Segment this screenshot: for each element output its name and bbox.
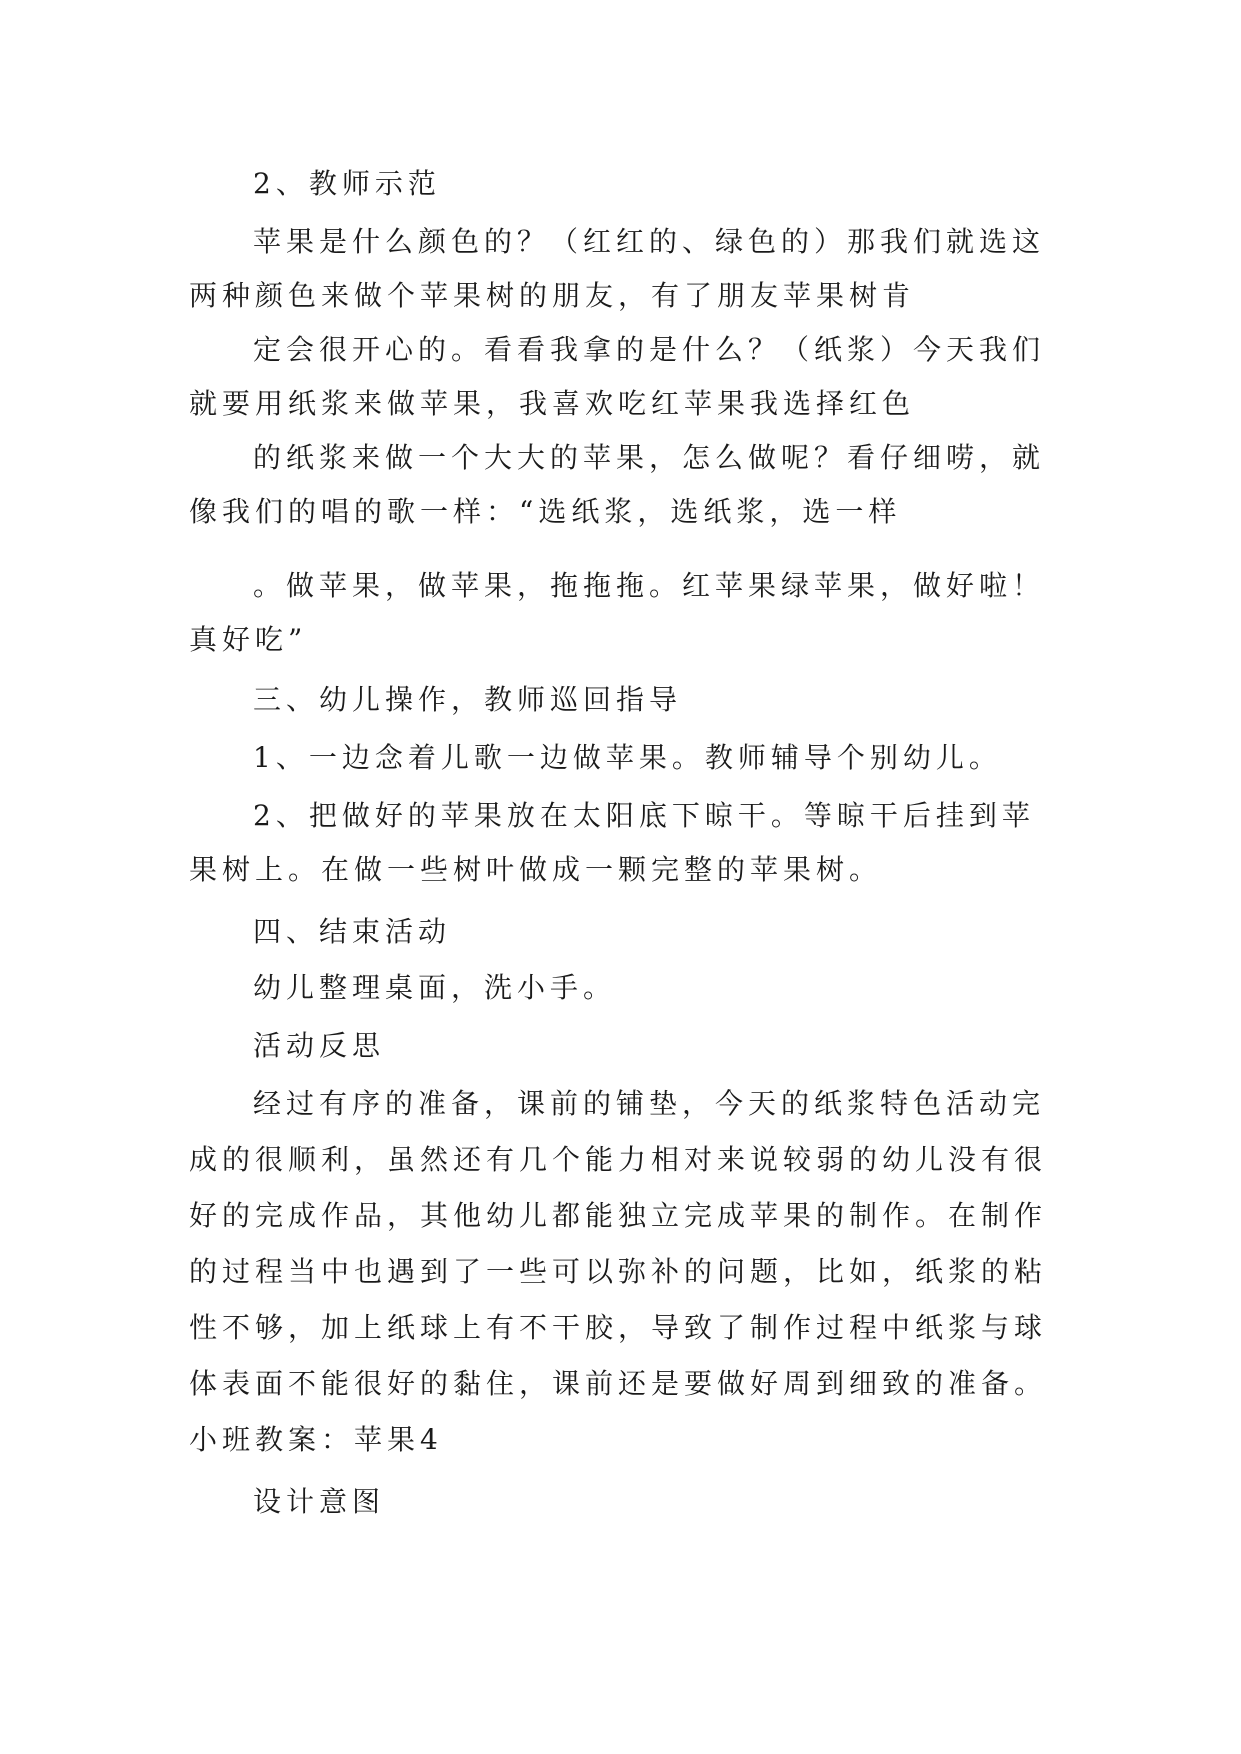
paragraph-line: 好的完成作品，其他幼儿都能独立完成苹果的制作。在制作 (189, 1199, 1048, 1232)
paragraph-line: 2、把做好的苹果放在太阳底下晾干。等晾干后挂到苹 (253, 799, 1035, 832)
paragraph-line: 幼儿整理桌面，洗小手。 (253, 971, 617, 1004)
paragraph-line: 。做苹果，做苹果，拖拖拖。红苹果绿苹果，做好啦！ (253, 569, 1046, 602)
paragraph-line: 经过有序的准备，课前的铺垫，今天的纸浆特色活动完 (253, 1087, 1046, 1120)
paragraph-line: 真好吃” (189, 623, 308, 656)
section-heading-end-activity: 四、结束活动 (253, 915, 452, 948)
section-heading-design-intent: 设计意图 (253, 1485, 386, 1518)
section-heading-teacher-demo: 2、教师示范 (253, 167, 441, 200)
paragraph-line: 性不够，加上纸球上有不干胶，导致了制作过程中纸浆与球 (189, 1311, 1048, 1344)
paragraph-line: 两种颜色来做个苹果树的朋友，有了朋友苹果树肯 (189, 279, 916, 312)
paragraph-line: 1、一边念着儿歌一边做苹果。教师辅导个别幼儿。 (253, 741, 1002, 774)
section-heading-reflection: 活动反思 (253, 1029, 386, 1062)
paragraph-line: 像我们的唱的歌一样：“选纸浆，选纸浆，选一样 (189, 495, 902, 528)
lesson-title: 小班教案：苹果4 (189, 1423, 443, 1456)
paragraph-line: 体表面不能很好的黏住，课前还是要做好周到细致的准备。 (189, 1367, 1048, 1400)
section-heading-child-operation: 三、幼儿操作，教师巡回指导 (253, 683, 683, 716)
paragraph-line: 的纸浆来做一个大大的苹果，怎么做呢？看仔细唠，就 (253, 441, 1046, 474)
paragraph-line: 果树上。在做一些树叶做成一颗完整的苹果树。 (189, 853, 883, 886)
paragraph-line: 成的很顺利，虽然还有几个能力相对来说较弱的幼儿没有很 (189, 1143, 1048, 1176)
paragraph-line: 苹果是什么颜色的？（红红的、绿色的）那我们就选这 (253, 225, 1046, 258)
paragraph-line: 就要用纸浆来做苹果，我喜欢吃红苹果我选择红色 (189, 387, 916, 420)
paragraph-line: 定会很开心的。看看我拿的是什么？（纸浆）今天我们 (253, 333, 1046, 366)
paragraph-line: 的过程当中也遇到了一些可以弥补的问题，比如，纸浆的粘 (189, 1255, 1048, 1288)
